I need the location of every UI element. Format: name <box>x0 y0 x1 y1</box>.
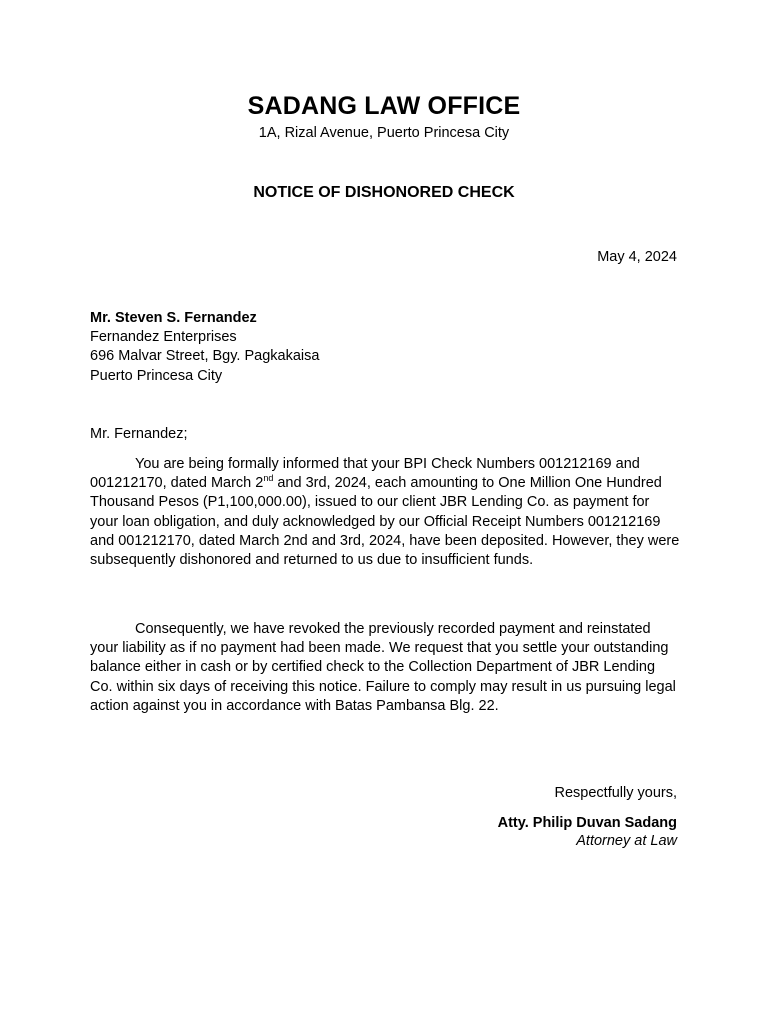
closing: Respectfully yours, <box>554 785 677 801</box>
recipient-block <box>90 309 319 386</box>
recipient-company: Fernandez Enterprises <box>90 329 237 346</box>
recipient-street: 696 Malvar Street, Bgy. Pagkakaisa <box>90 348 320 365</box>
salutation: Mr. Fernandez; <box>90 426 188 442</box>
firm-name: SADANG LAW OFFICE <box>247 92 521 120</box>
recipient-name: Mr. Steven S. Fernandez <box>90 310 257 326</box>
body-paragraph-1-rest: and 3rd, 2024, each amounting to One Million One Hundred Thousand Pesos (P1,100,000.00), issued to our client JBR Lending Co. as payment for your loan obligation, and duly acknowledged by our Official Receipt Numbers 001212169 and 001212170, dated March 2nd and 3rd, 2024, have been deposited. However, they were subsequently dishonored and returned to us due to insufficient funds. <box>90 475 680 569</box>
firm-address: 1A, Rizal Avenue, Puerto Princesa City <box>258 125 510 141</box>
signer-title: Attorney at Law <box>576 833 677 849</box>
notice-title: NOTICE OF DISHONORED CHECK <box>253 184 515 201</box>
body-paragraph-1-start: You are being formally informed that your BPI Check Numbers 001212169 and 001212170, dated March 2 <box>90 456 640 492</box>
ordinal-superscript: nd <box>263 473 274 484</box>
signer-name: Atty. Philip Duvan Sadang <box>497 815 677 831</box>
recipient-city: Puerto Princesa City <box>90 367 223 384</box>
letter-date: May 4, 2024 <box>597 249 677 265</box>
body-paragraph-1 <box>90 455 680 570</box>
body-paragraph-2: Consequently, we have revoked the previously recorded payment and reinstated your liability as if no payment had been made. We request that you settle your outstanding balance either in cash or by certified check to the Collection Department of JBR Lending Co. within six days of receiving this notice. Failure to comply may result in us pursuing legal action against you in accordance with Batas Pambansa Blg. 22. <box>90 621 676 714</box>
